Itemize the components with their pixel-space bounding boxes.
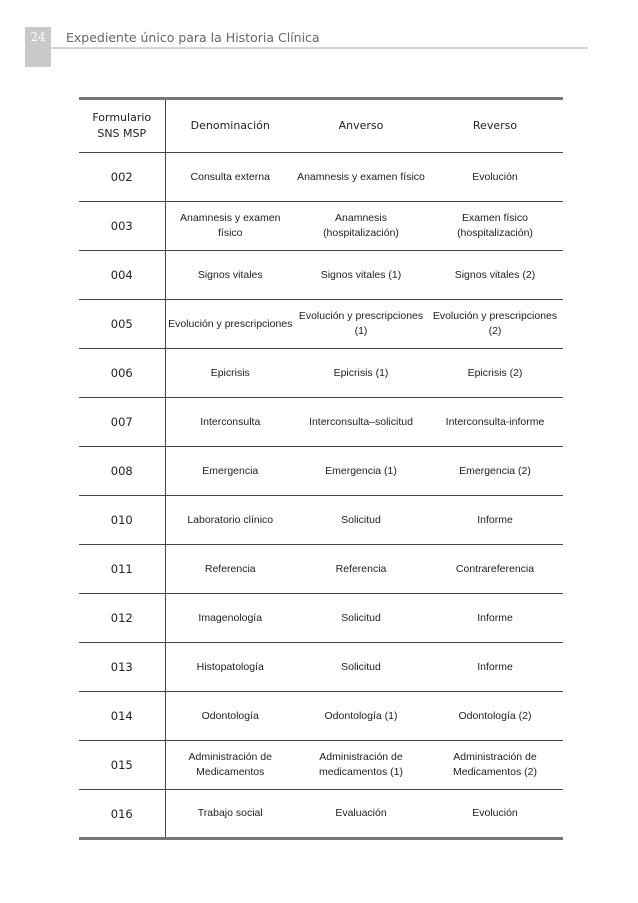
denominacion-cell: Evolución y prescripciones	[165, 300, 295, 349]
reverso-cell: Informe	[477, 513, 513, 526]
reverso-cell: Signos vitales (2)	[454, 268, 536, 281]
anverso-cell: Evolución y prescripciones (1)	[298, 310, 424, 337]
table-row	[79, 790, 563, 839]
form-code-cell: 006	[110, 366, 133, 380]
denominacion-cell: Imagenología	[165, 594, 295, 643]
anverso-cell: Odontología (1)	[324, 709, 398, 722]
forms-table	[79, 97, 563, 840]
anverso-cell: Administración de medicamentos (1)	[318, 751, 404, 778]
anverso-cell: Emergencia (1)	[325, 464, 397, 477]
form-code-cell: 007	[110, 415, 133, 429]
form-code-cell: 008	[110, 464, 133, 478]
table-row	[79, 300, 563, 349]
denominacion-cell: Administración de Medicamentos	[165, 741, 295, 790]
table-row	[79, 594, 563, 643]
anverso-cell: Referencia	[335, 562, 387, 575]
form-code-cell: 003	[110, 219, 133, 233]
table-header-row	[79, 99, 563, 153]
form-code-cell: 015	[110, 758, 133, 772]
running-title: Expediente único para la Historia Clínica	[66, 30, 320, 45]
table-row	[79, 496, 563, 545]
form-code-cell: 004	[110, 268, 133, 282]
reverso-cell: Evolución	[472, 170, 518, 183]
anverso-cell: Solicitud	[341, 513, 381, 526]
form-code-cell: 010	[110, 513, 133, 527]
reverso-cell: Evolución y prescripciones (2)	[432, 310, 558, 337]
denominacion-cell: Signos vitales	[165, 251, 295, 300]
form-code-cell: 012	[110, 611, 133, 625]
table-row	[79, 153, 563, 202]
table-row	[79, 251, 563, 300]
denominacion-cell: Referencia	[165, 545, 295, 594]
reverso-cell: Informe	[477, 660, 513, 673]
anverso-cell: Anamnesis (hospitalización)	[323, 212, 399, 239]
anverso-cell: Solicitud	[341, 611, 381, 624]
denominacion-cell: Epicrisis	[165, 349, 295, 398]
form-code-cell: 014	[110, 709, 133, 723]
anverso-cell: Signos vitales (1)	[320, 268, 402, 281]
reverso-cell: Examen físico (hospitalización)	[457, 212, 533, 239]
header-form: Formulario SNS MSP	[92, 111, 152, 140]
anverso-cell: Evaluación	[335, 807, 387, 819]
reverso-cell: Epicrisis (2)	[467, 366, 523, 379]
anverso-cell: Interconsulta–solicitud	[309, 415, 413, 428]
reverso-cell: Informe	[477, 611, 513, 624]
form-code-cell: 002	[110, 170, 133, 184]
reverso-cell: Administración de Medicamentos (2)	[452, 751, 538, 778]
table-row	[79, 447, 563, 496]
denominacion-cell: Histopatología	[165, 643, 295, 692]
table-row	[79, 349, 563, 398]
header-anverso: Anverso	[338, 119, 384, 132]
header-denominacion: Denominación	[165, 99, 295, 153]
denominacion-cell: Odontología	[165, 692, 295, 741]
header-divider	[51, 47, 588, 49]
denominacion-cell: Trabajo social	[165, 790, 295, 839]
denominacion-cell: Interconsulta	[165, 398, 295, 447]
reverso-cell: Evolución	[472, 807, 518, 819]
table-row	[79, 643, 563, 692]
header-reverso: Reverso	[472, 119, 518, 132]
reverso-cell: Emergencia (2)	[459, 464, 531, 477]
table-row	[79, 398, 563, 447]
denominacion-cell: Laboratorio clínico	[165, 496, 295, 545]
anverso-cell: Anamnesis y examen físico	[297, 170, 425, 183]
table-row	[79, 202, 563, 251]
denominacion-cell: Consulta externa	[165, 153, 295, 202]
form-code-cell: 016	[110, 806, 133, 821]
denominacion-cell: Emergencia	[165, 447, 295, 496]
form-code-cell: 005	[110, 317, 133, 331]
anverso-cell: Epicrisis (1)	[333, 366, 389, 379]
page-number: 24	[30, 30, 46, 44]
table-row	[79, 692, 563, 741]
denominacion-cell: Anamnesis y examen físico	[165, 202, 295, 251]
form-code-cell: 013	[110, 660, 133, 674]
reverso-cell: Interconsulta-informe	[445, 415, 545, 428]
table-row	[79, 741, 563, 790]
reverso-cell: Contrareferencia	[455, 562, 535, 575]
form-code-cell: 011	[110, 562, 133, 576]
table-row	[79, 545, 563, 594]
anverso-cell: Solicitud	[341, 660, 381, 673]
reverso-cell: Odontología (2)	[458, 709, 532, 722]
